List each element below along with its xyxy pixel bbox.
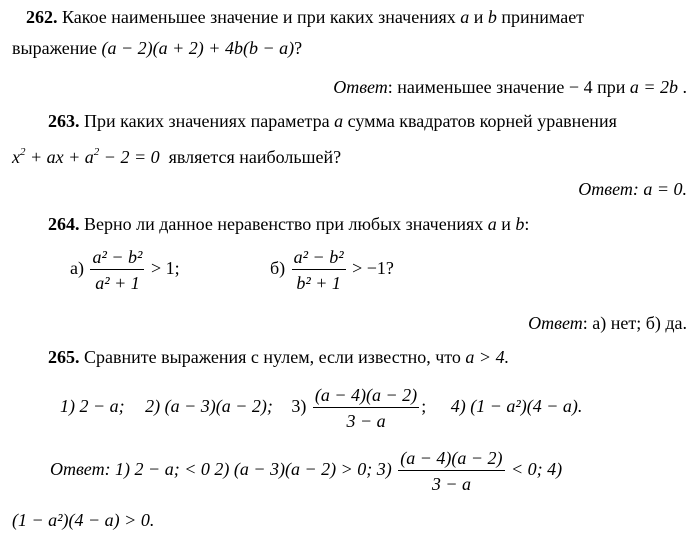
numerator: a² − b²	[292, 246, 346, 270]
problem-262-line-2	[12, 37, 302, 59]
answer-text: < 0; 4)	[506, 459, 563, 480]
problem-264-item-b	[270, 246, 394, 294]
text: сумма квадратов корней уравнения	[343, 111, 617, 131]
problem-263-answer	[578, 178, 687, 200]
numerator: (a − 4)(a − 2)	[313, 384, 419, 408]
text: принимает	[496, 7, 585, 27]
problem-264-answer	[528, 312, 687, 334]
var-a: a	[487, 214, 497, 234]
problem-number: 262.	[26, 7, 58, 27]
problem-263-line-1	[48, 110, 617, 132]
numerator: a² − b²	[90, 246, 144, 270]
relation: > 1;	[146, 258, 180, 279]
expr-1: 1) 2 − a;	[60, 396, 125, 417]
problem-262-line-1	[26, 6, 584, 28]
problem-265-answer-cont	[12, 509, 154, 531]
answer-text: : наименьшее значение − 4 при	[387, 77, 630, 97]
denominator: 3 − a	[346, 411, 386, 431]
expr-2: 2) (a − 3)(a − 2);	[145, 396, 273, 417]
problem-265-line-1	[48, 346, 509, 368]
answer-text: (1 − a²)(4 − a) > 0.	[12, 510, 155, 530]
fraction	[398, 447, 504, 495]
text: При каких значениях параметра	[79, 111, 335, 131]
item-label: б)	[270, 258, 286, 279]
fraction	[292, 246, 346, 294]
denominator: 3 − a	[431, 474, 471, 494]
var-b: b	[515, 214, 525, 234]
numerator: (a − 4)(a − 2)	[398, 447, 504, 471]
answer-text: : а) нет; б) да.	[582, 313, 687, 333]
problem-number: 263.	[48, 111, 80, 131]
fraction	[313, 384, 419, 432]
text: и	[496, 214, 516, 234]
text: :	[524, 214, 530, 234]
item-label: а)	[70, 258, 84, 279]
expr-3-label: 3)	[291, 396, 307, 417]
text: ?	[294, 38, 303, 58]
text: является наибольшей?	[168, 147, 342, 167]
text: .	[678, 77, 687, 97]
expr-4: 4) (1 − a²)(4 − a).	[450, 396, 583, 417]
answer-label: Ответ	[528, 313, 583, 333]
text: Верно ли данное неравенство при любых значениях	[79, 214, 488, 234]
problem-262-answer	[333, 76, 687, 98]
problem-265-answer	[50, 447, 562, 495]
answer-math: a = 2b	[629, 77, 678, 97]
denominator: a² + 1	[95, 273, 140, 293]
answer-label: Ответ	[333, 77, 388, 97]
problem-264-item-a	[70, 246, 180, 294]
problem-264-line-1	[48, 213, 529, 235]
problem-263-line-2	[12, 146, 341, 168]
text: Сравните выражения с нулем, если известно, что	[79, 347, 466, 367]
equation: $x^2$ + ax + $a^2 - 2 = 0$	[12, 146, 160, 167]
answer-text: : 1) 2 − a; < 0 2) (a − 3)(a − 2) > 0; 3)	[104, 459, 392, 480]
text: выражение	[12, 38, 102, 58]
problem-number: 264.	[48, 214, 80, 234]
relation: > −1?	[347, 258, 394, 279]
problem-265-expressions	[60, 384, 582, 432]
var-a: a	[460, 7, 470, 27]
denominator: b² + 1	[296, 273, 341, 293]
answer-label: Ответ	[578, 179, 633, 199]
expression: (a − 2)(a + 2) + 4b(b − a)	[101, 38, 295, 58]
fraction	[90, 246, 144, 294]
answer-label: Ответ	[50, 459, 105, 480]
var-a: a	[334, 111, 344, 131]
condition: a > 4.	[465, 347, 510, 367]
problem-number: 265.	[48, 347, 80, 367]
text: Какое наименьшее значение и при каких значениях	[57, 7, 461, 27]
text: ;	[421, 396, 427, 417]
text: и	[469, 7, 488, 27]
answer-math: : a = 0.	[632, 179, 687, 199]
var-b: b	[487, 7, 497, 27]
